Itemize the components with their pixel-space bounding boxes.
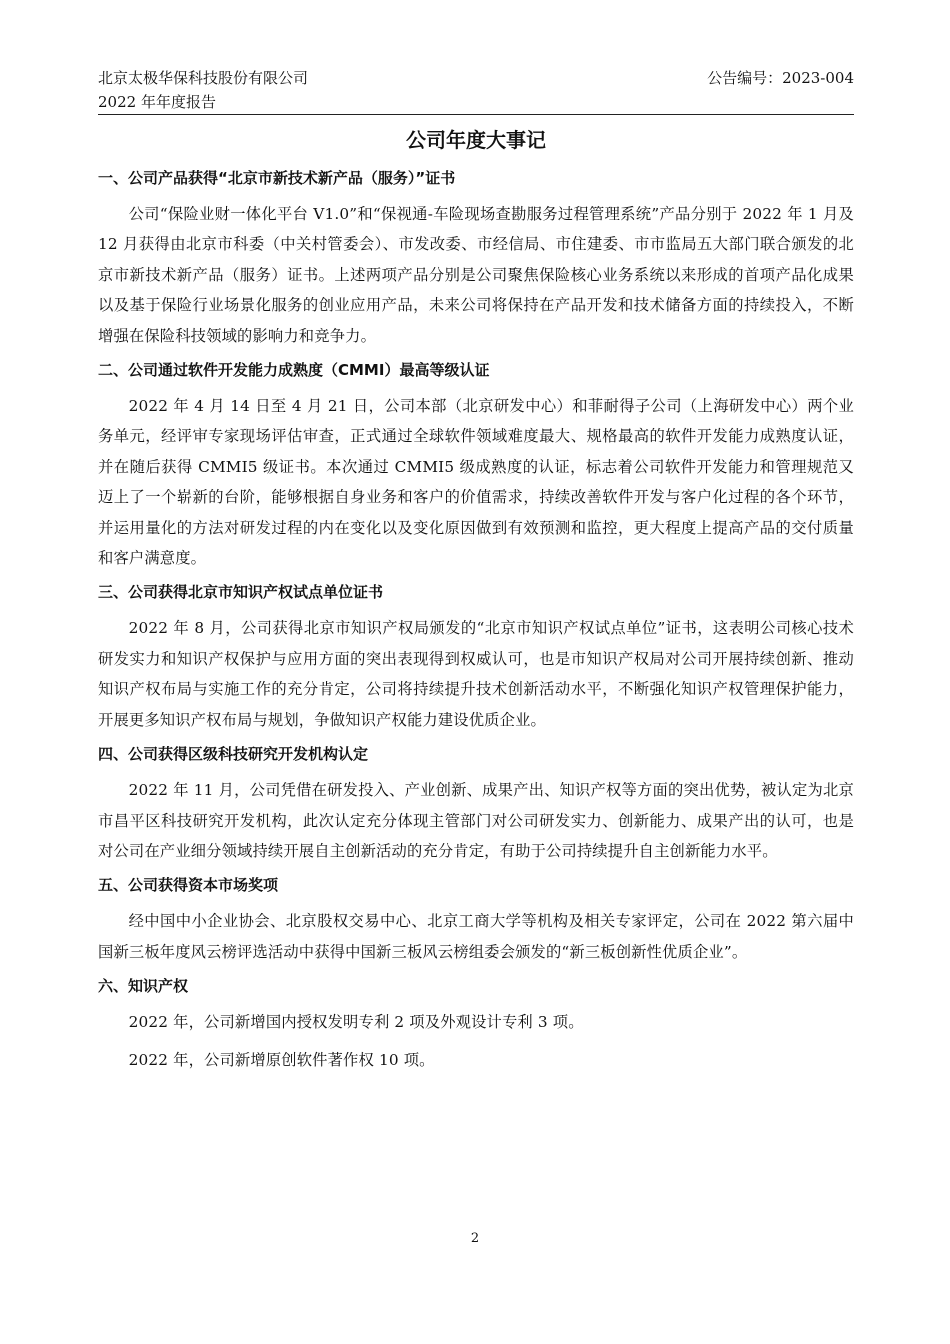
section-2 <box>98 358 854 573</box>
section-paragraph: 2022 年 4 月 14 日至 4 月 21 日，公司本部（北京研发中心）和菲耐得子公司（上海研发中心）两个业务单元，经评审专家现场评估审查，正式通过全球软件领域难度最大、规格最高的软件开发能力成熟度认证，并在随后获得 CMMI5 级证书。本次通过 CMMI5 级成熟度的认证，标志着公司软件开发能力和管理规范又迈上了一个崭新的台阶，能够根据自身业务和客户的价值需求，持续改善软件开发与客户化过程的各个环节，并运用量化的方法对研发过程的内在变化以及变化原因做到有效预测和监控，更大程度上提高产品的交付质量和客户满意度。 <box>98 397 854 568</box>
section-heading: 六、知识产权 <box>98 977 189 996</box>
section-4 <box>98 742 854 866</box>
section-1 <box>98 166 854 351</box>
section-3 <box>98 580 854 735</box>
section-heading: 一、公司产品获得“北京市新技术新产品（服务）”证书 <box>98 169 456 187</box>
section-heading: 五、公司获得资本市场奖项 <box>98 876 279 895</box>
section-heading: 四、公司获得区级科技研究开发机构认定 <box>98 745 369 764</box>
notice-number: 公告编号：2023-004 <box>707 69 854 87</box>
report-name: 2022 年年度报告 <box>98 93 216 111</box>
page-header <box>98 66 854 114</box>
header-divider <box>98 114 854 115</box>
section-heading: 二、公司通过软件开发能力成熟度（CMMI）最高等级认证 <box>98 361 490 380</box>
page-title: 公司年度大事记 <box>406 128 546 152</box>
section-paragraph: 经中国中小企业协会、北京股权交易中心、北京工商大学等机构及相关专家评定，公司在 2022 第六届中国新三板年度风云榜评选活动中获得中国新三板风云榜组委会颁发的“新三板创新性优质企业”。 <box>98 912 854 961</box>
section-paragraph: 2022 年，公司新增国内授权发明专利 2 项及外观设计专利 3 项。 <box>128 1013 584 1032</box>
page-content <box>98 124 854 1082</box>
company-name: 北京太极华保科技股份有限公司 <box>98 69 309 87</box>
section-paragraph: 公司“保险业财一体化平台 V1.0”和“保视通-车险现场查勘服务过程管理系统”产品分别于 2022 年 1 月及 12 月获得由北京市科委（中关村管委会）、市发改委、市经信局、市住建委、市市监局五大部门联合颁发的北京市新技术新产品（服务）证书。上述两项产品分别是公司聚焦保险核心业务系统以来形成的首项产品化成果以及基于保险行业场景化服务的创业应用产品，未来公司将保持在产品开发和技术储备方面的持续投入，不断增强在保险科技领域的影响力和竞争力。 <box>98 205 854 345</box>
section-6 <box>98 974 854 1075</box>
section-paragraph: 2022 年 11 月，公司凭借在研发投入、产业创新、成果产出、知识产权等方面的突出优势，被认定为北京市昌平区科技研究开发机构，此次认定充分体现主管部门对公司研发实力、创新能力、成果产出的认可，也是对公司在产业细分领域持续开展自主创新活动的充分肯定，有助于公司持续提升自主创新能力水平。 <box>98 781 854 860</box>
section-heading: 三、公司获得北京市知识产权试点单位证书 <box>98 583 384 602</box>
section-5 <box>98 873 854 967</box>
page-number: 2 <box>470 1231 480 1246</box>
header-left <box>98 66 308 114</box>
section-paragraph: 2022 年，公司新增原创软件著作权 10 项。 <box>128 1050 435 1069</box>
section-paragraph: 2022 年 8 月，公司获得北京市知识产权局颁发的“北京市知识产权试点单位”证书，这表明公司核心技术研发实力和知识产权保护与应用方面的突出表现得到权威认可，也是市知识产权局对公司开展持续创新、推动知识产权布局与实施工作的充分肯定，公司将持续提升技术创新活动水平，不断强化知识产权管理保护能力，开展更多知识产权布局与规划，争做知识产权能力建设优质企业。 <box>98 619 854 729</box>
